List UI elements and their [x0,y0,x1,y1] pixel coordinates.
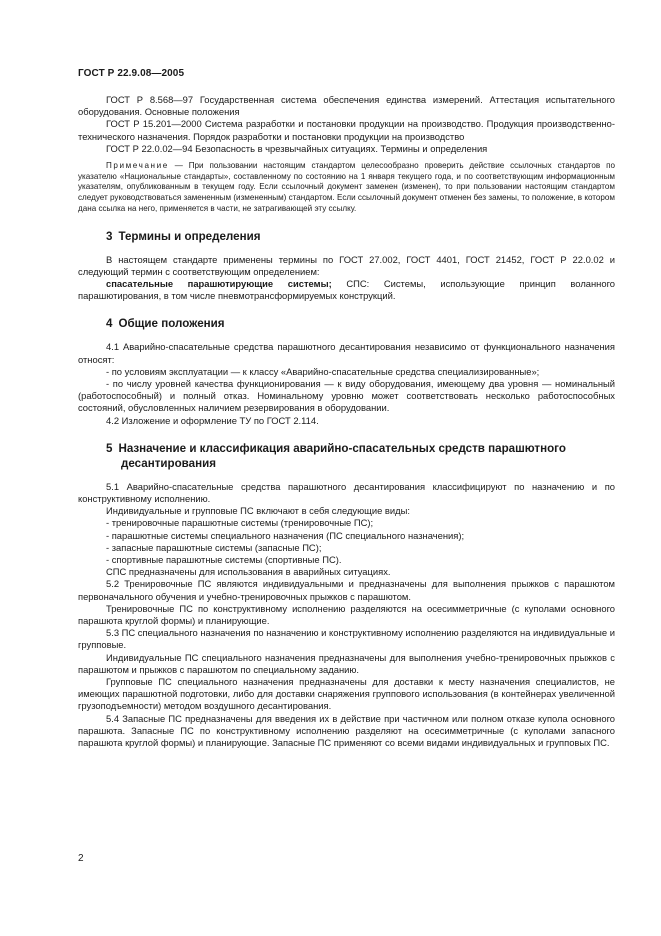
section-title: Термины и определения [118,229,261,243]
section-number: 5 [106,441,113,455]
paragraph: 4.2 Изложение и оформление ТУ по ГОСТ 2.114. [106,414,319,426]
paragraph: - парашютные системы специального назначения (ПС специального назначения); [106,529,465,541]
document-code-header: ГОСТ Р 22.9.08—2005 [78,68,185,79]
section-5-heading [106,441,615,471]
paragraph: - спортивные парашютные системы (спортивные ПС). [106,553,342,565]
document-body [78,94,615,749]
paragraph: - тренировочные парашютные системы (тренировочные ПС); [106,517,374,529]
normative-reference: ГОСТ Р 8.568—97 Государственная система обеспечения единства измерений. Аттестация испытательного оборудования. Основные положения [78,94,615,118]
page-number: 2 [78,853,84,864]
paragraph: Индивидуальные и групповые ПС включают в себя следующие виды: [106,505,410,517]
section-3-heading [106,229,615,244]
term-name: спасательные парашютирующие системы; [106,277,332,289]
section-number: 3 [106,229,113,243]
section-number: 4 [106,317,113,331]
note-text: — При пользовании настоящим стандартом целесообразно проверить действие ссылочных стандартов по указателю «Национальные стандарты», составленному по состоянию на 1 января текущего года, и по соответствующим информационным указателям, опубликованным в текущем году. Если ссылочный документ заменен (изменен), то при пользовании настоящим стандартом следует руководствоваться замененным (измененным) стандартом. Если ссылочный документ отменен без замены, то положение, в котором дана ссылка на него, применяется в части, не затрагивающей эту ссылку. [78,161,615,213]
paragraph: СПС предназначены для использования в аварийных ситуациях. [106,566,391,578]
paragraph: Тренировочные ПС по конструктивному исполнению разделяются на осесимметричные (с куполами основного парашюта круглой формы) и планирующие. [78,602,615,626]
normative-reference: ГОСТ Р 15.201—2000 Система разработки и постановки продукции на производство. Продукция производственно-технического назначения. Порядок разработки и постановки продукции на производство [78,118,615,142]
paragraph: - по числу уровней качества функционирования — к виду оборудования, имеющему два уровня — номинальный (работоспособный) и полный отказ. Номинальному уровню может соответствовать несколько работоспособных состояний, обусловленных наличием резервирования в оборудовании. [78,377,615,414]
note-label: Примечание [106,161,169,171]
paragraph: - запасные парашютные системы (запасные ПС); [106,541,322,553]
paragraph: 5.1 Аварийно-спасательные средства парашютного десантирования классифицируют по назначению и по конструктивному исполнению. [78,480,615,504]
term-text: СПС: Системы, использующие принцип воланного парашютирования, в том числе пневмотрансформируемых конструкций. [78,277,615,302]
paragraph: Индивидуальные ПС специального назначения предназначены для выполнения учебно-тренировочных прыжков с парашютом и прыжков с парашютом по специальному заданию. [78,651,615,675]
section-3-intro: В настоящем стандарте применены термины по ГОСТ 27.002, ГОСТ 4401, ГОСТ 21452, ГОСТ Р 22.0.02 и следующий термин с соответствующим определением: [78,253,615,277]
paragraph: 4.1 Аварийно-спасательные средства парашютного десантирования независимо от функционального назначения относят: [78,341,615,365]
paragraph: 5.3 ПС специального назначения по назначению и конструктивному исполнению разделяются на индивидуальные и групповые. [78,627,615,651]
term-definition [78,278,615,302]
normative-reference: ГОСТ Р 22.0.02—94 Безопасность в чрезвычайных ситуациях. Термины и определения [106,142,488,154]
paragraph: - по условиям эксплуатации — к классу «Аварийно-спасательные средства специализированные»; [106,365,540,377]
section-title: Назначение и классификация аварийно-спасательных средств парашютного десантирования [118,441,566,470]
paragraph: 5.2 Тренировочные ПС являются индивидуальными и предназначены для выполнения прыжков с парашютом первоначального обучения и учебно-тренировочных прыжков с парашютом. [78,578,615,602]
section-title: Общие положения [118,317,225,331]
paragraph: 5.4 Запасные ПС предназначены для введения их в действие при частичном или полном отказе купола основного парашюта. Запасные ПС по конструктивному исполнению разделяют на осесимметричные (с куполами запасного парашюта круглой формы) и планирующие. Запасные ПС применяют со всеми видами индивидуальных и групповых ПС. [78,712,615,749]
note-paragraph [78,161,615,215]
section-4-heading [106,316,615,331]
paragraph: Групповые ПС специального назначения предназначены для доставки к месту назначения специалистов, не имеющих парашютной подготовки, либо для доставки снаряжения группового использования (в контейнерах увеличенной грузоподъемности) методом воздушного десантирования. [78,676,615,712]
